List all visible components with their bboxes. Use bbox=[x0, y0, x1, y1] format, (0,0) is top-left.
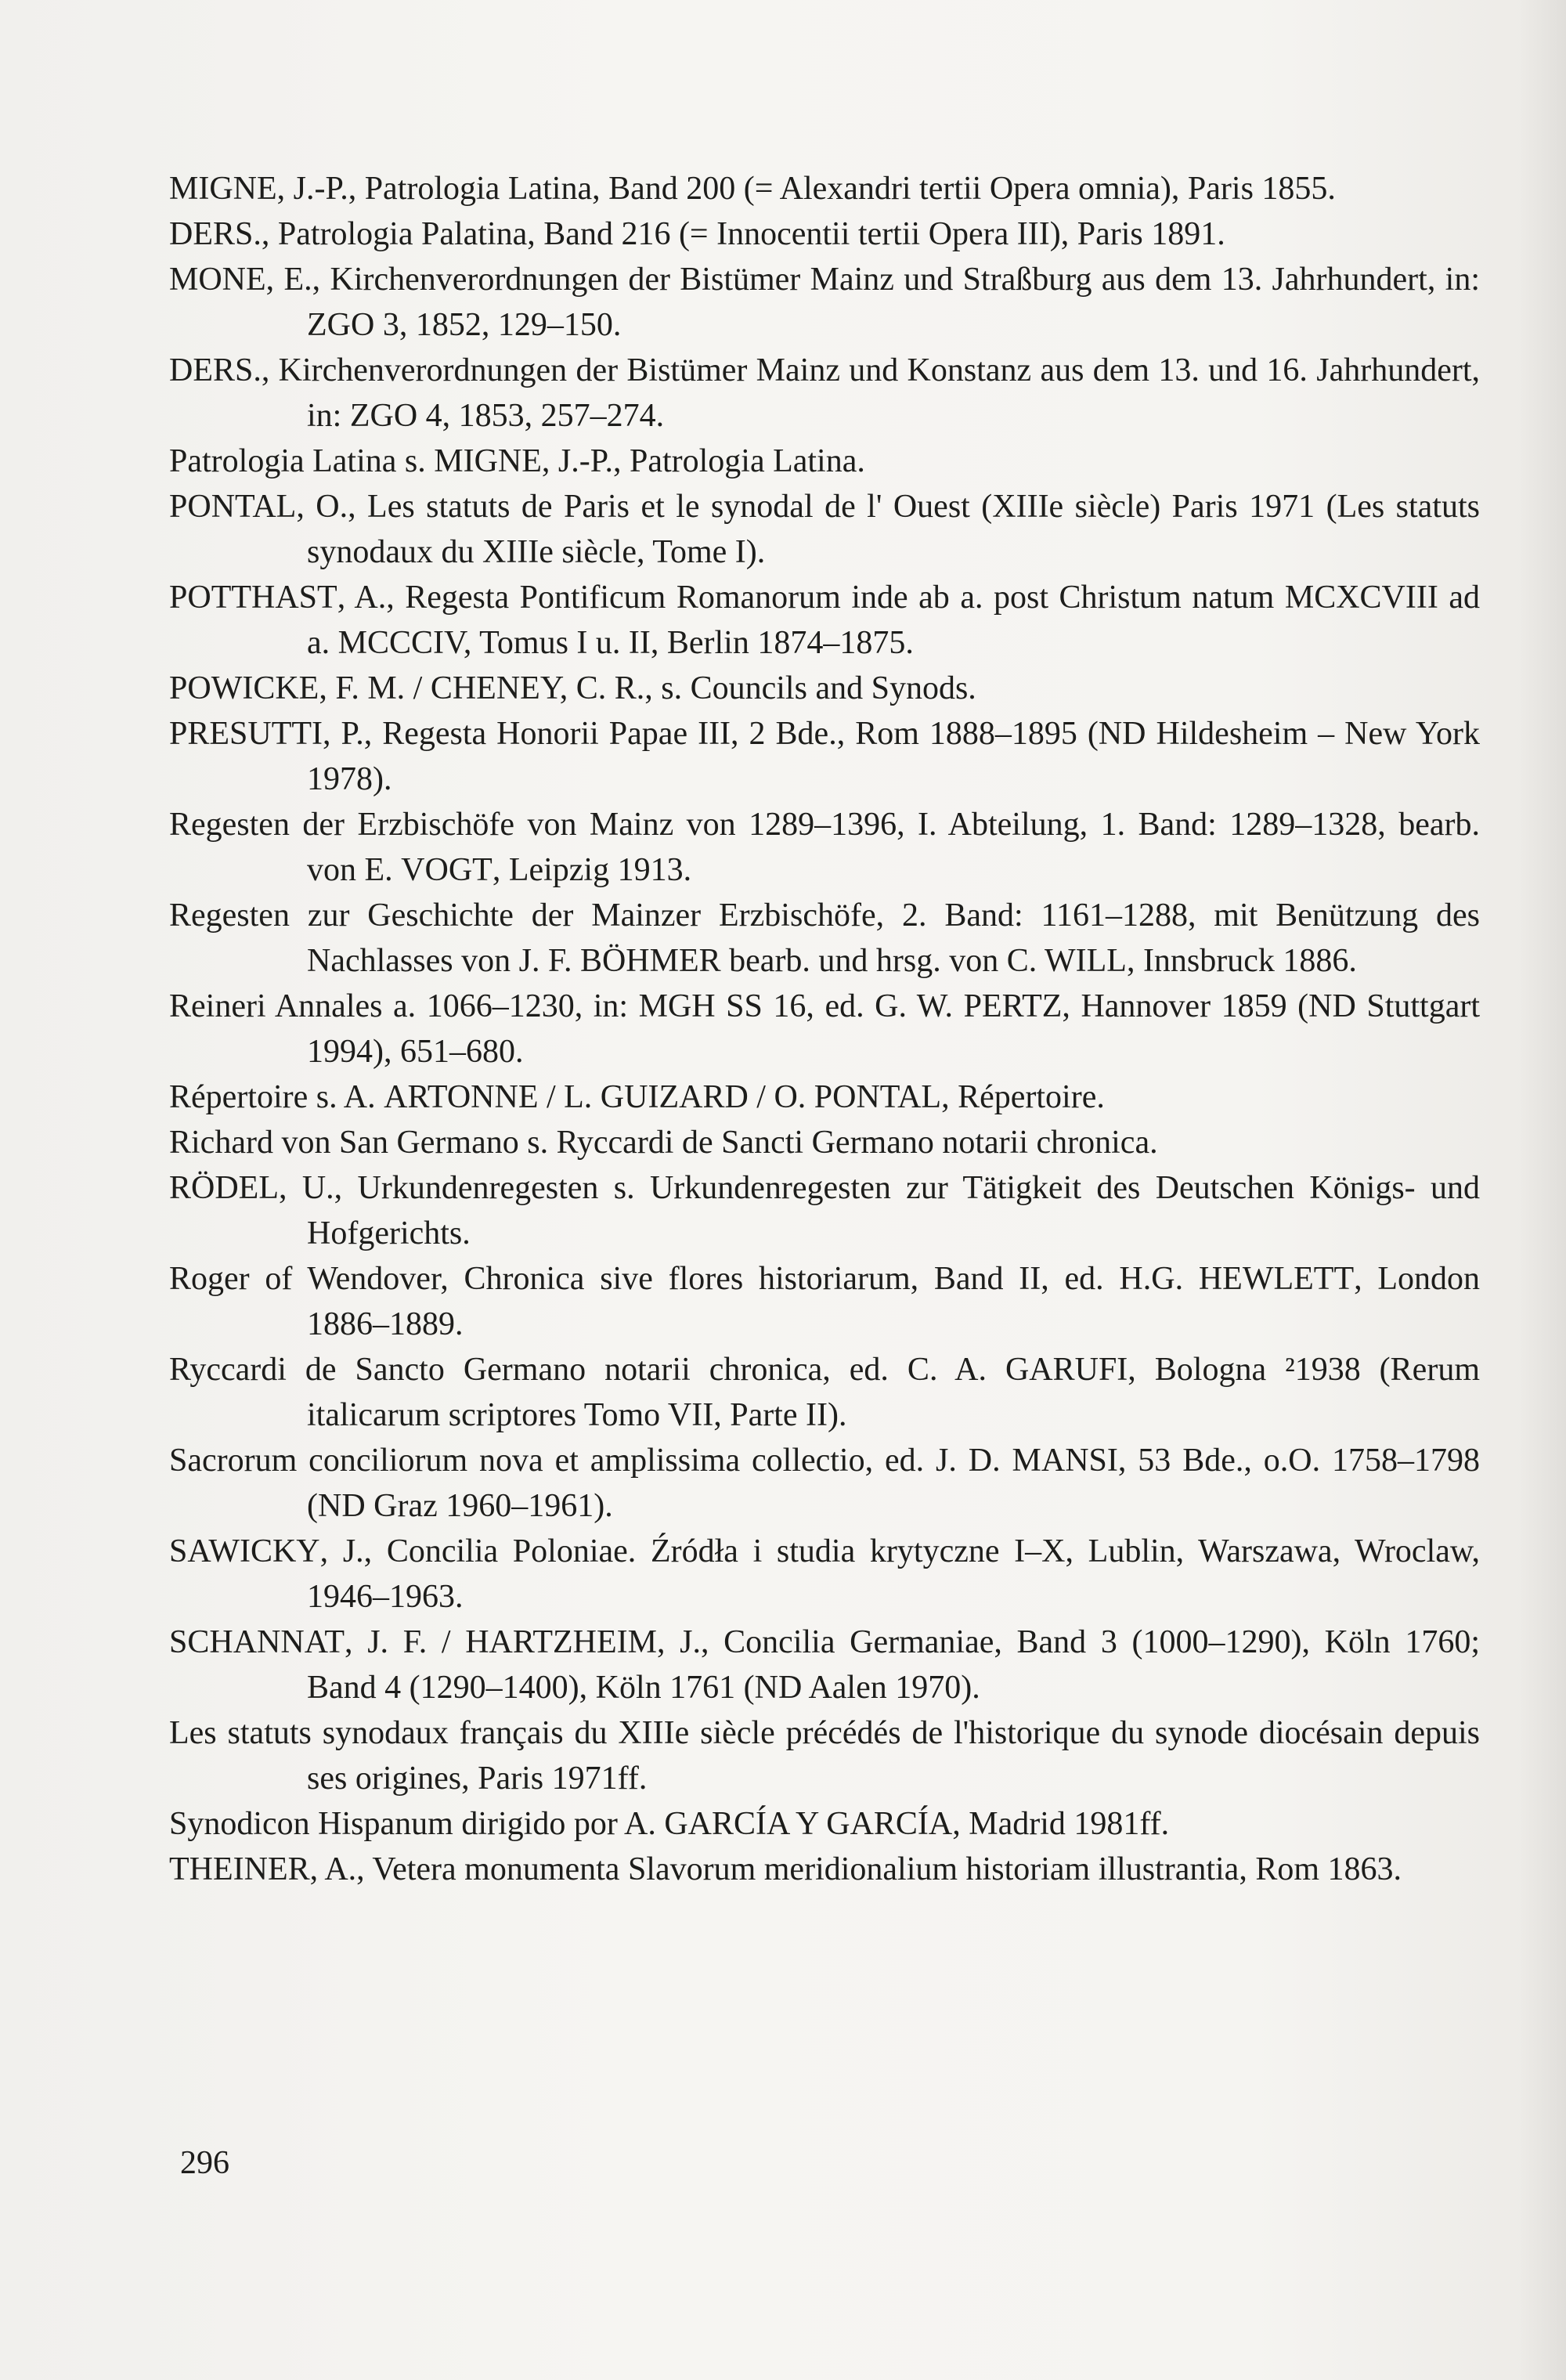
bibliography-entry: MONE, E., Kirchenverordnungen der Bistümer Mainz und Straßburg aus dem 13. Jahrhundert, in: ZGO 3, 1852, 129–150. bbox=[169, 262, 1480, 343]
bibliography-entry: PONTAL, O., Les statuts de Paris et le synodal de l' Ouest (XIIIe siècle) Paris 1971 (Les statuts synodaux du XIIIe siècle, Tome I). bbox=[169, 489, 1480, 570]
bibliography-entry: Reineri Annales a. 1066–1230, in: MGH SS 16, ed. G. W. PERTZ, Hannover 1859 (ND Stuttgart 1994), 651–680. bbox=[169, 988, 1480, 1070]
bibliography-entry: POTTHAST, A., Regesta Pontificum Romanorum inde ab a. post Christum natum MCXCVIII ad a. MCCCIV, Tomus I u. II, Berlin 1874–1875. bbox=[169, 580, 1480, 661]
bibliography-entry: RÖDEL, U., Urkundenregesten s. Urkundenregesten zur Tätigkeit des Deutschen Königs- und Hofgerichts. bbox=[169, 1170, 1480, 1251]
bibliography-entry: Ryccardi de Sancto Germano notarii chronica, ed. C. A. GARUFI, Bologna ²1938 (Rerum italicarum scriptores Tomo VII, Parte II). bbox=[169, 1352, 1480, 1433]
bibliography-entry: DERS., Patrologia Palatina, Band 216 (= Innocentii tertii Opera III), Paris 1891. bbox=[169, 216, 1225, 252]
bibliography-entry: POWICKE, F. M. / CHENEY, C. R., s. Councils and Synods. bbox=[169, 670, 976, 706]
bibliography-entry: SCHANNAT, J. F. / HARTZHEIM, J., Concilia Germaniae, Band 3 (1000–1290), Köln 1760; Band 4 (1290–1400), Köln 1761 (ND Aalen 1970). bbox=[169, 1624, 1480, 1706]
bibliography-list bbox=[169, 166, 1480, 1892]
bibliography-entry: MIGNE, J.-P., Patrologia Latina, Band 200 (= Alexandri tertii Opera omnia), Paris 1855. bbox=[169, 171, 1336, 207]
bibliography-entry: Richard von San Germano s. Ryccardi de Sancti Germano notarii chronica. bbox=[169, 1125, 1158, 1161]
bibliography-entry: Sacrorum conciliorum nova et amplissima collectio, ed. J. D. MANSI, 53 Bde., o.O. 1758–1798 (ND Graz 1960–1961). bbox=[169, 1443, 1480, 1524]
bibliography-entry: SAWICKY, J., Concilia Poloniae. Źródła i studia krytyczne I–X, Lublin, Warszawa, Wroclaw, 1946–1963. bbox=[169, 1533, 1480, 1615]
bibliography-entry: Roger of Wendover, Chronica sive flores historiarum, Band II, ed. H.G. HEWLETT, London 1886–1889. bbox=[169, 1261, 1481, 1342]
bibliography-entry: Répertoire s. A. ARTONNE / L. GUIZARD / O. PONTAL, Répertoire. bbox=[169, 1079, 1105, 1115]
bibliography-entry: DERS., Kirchenverordnungen der Bistümer Mainz und Konstanz aus dem 13. und 16. Jahrhundert, in: ZGO 4, 1853, 257–274. bbox=[169, 352, 1480, 434]
bibliography-entry: Les statuts synodaux français du XIIIe siècle précédés de l'historique du synode diocésain depuis ses origines, Paris 1971ff. bbox=[169, 1715, 1480, 1797]
bibliography-entry: Synodicon Hispanum dirigido por A. GARCÍA Y GARCÍA, Madrid 1981ff. bbox=[169, 1806, 1170, 1842]
bibliography-entry: Patrologia Latina s. MIGNE, J.-P., Patrologia Latina. bbox=[169, 443, 865, 479]
page-number: 296 bbox=[180, 2145, 229, 2181]
page-gutter-shadow bbox=[1519, 0, 1566, 2380]
bibliography-entry: Regesten der Erzbischöfe von Mainz von 1289–1396, I. Abteilung, 1. Band: 1289–1328, bearb. von E. VOGT, Leipzig 1913. bbox=[169, 807, 1480, 888]
bibliography-entry: Regesten zur Geschichte der Mainzer Erzbischöfe, 2. Band: 1161–1288, mit Benützung des Nachlasses von J. F. BÖHMER bearb. und hrsg. von C. WILL, Innsbruck 1886. bbox=[169, 897, 1480, 979]
bibliography-entry: THEINER, A., Vetera monumenta Slavorum meridionalium historiam illustrantia, Rom 1863. bbox=[169, 1851, 1402, 1887]
bibliography-entry: PRESUTTI, P., Regesta Honorii Papae III, 2 Bde., Rom 1888–1895 (ND Hildesheim – New York 1978). bbox=[169, 716, 1480, 797]
